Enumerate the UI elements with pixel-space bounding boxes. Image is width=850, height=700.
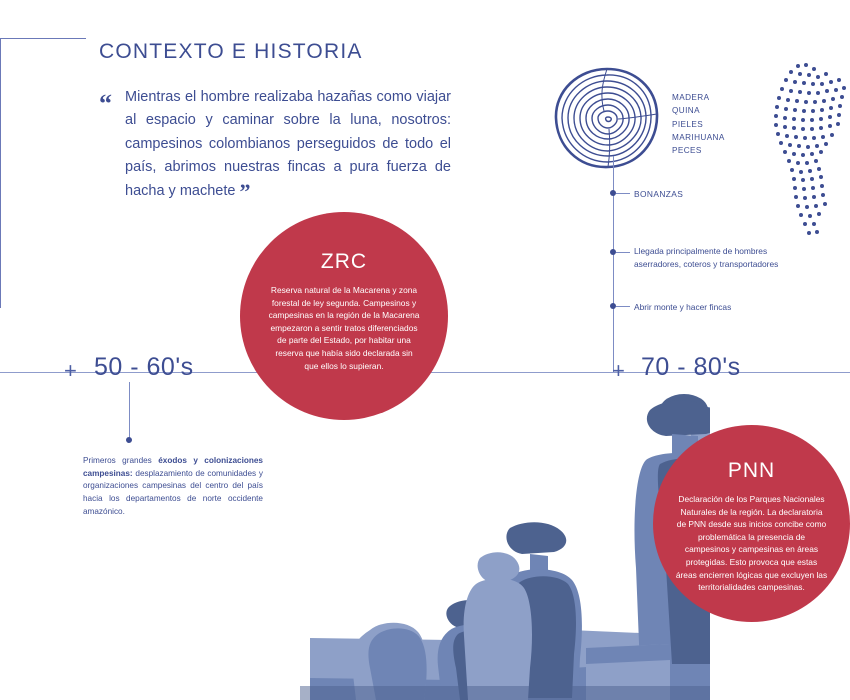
bullet-leader-line [616,193,630,194]
bullet-label-bonanzas: BONANZAS [634,189,684,199]
dotted-map-icon [758,60,850,246]
resource-item: PECES [672,146,702,156]
resource-item: MADERA [672,93,710,102]
campesinos-photo-illustration [150,368,710,700]
left-note-bold: éxodos y colonizaciones campesinas: [83,456,263,478]
timeline-plus-right: + [612,358,625,383]
decorative-bracket-horizontal [0,38,86,39]
resource-item: QUINA [672,106,700,116]
circle-zrc[interactable] [240,212,448,420]
left-note-dot [126,437,132,443]
bullet-leader-line [616,252,630,253]
bullet-leader-line [616,306,630,307]
circle-pnn-title: PNN [727,459,776,482]
timeline-plus-left: + [64,358,77,383]
quote-text: Mientras el hombre realizaba hazañas como viajar al espacio y caminar sobre la luna, nosotros: campesinos colombianos perseguidos de todo el país, abrimos nuestras fincas a pura fuerza de hacha y machete ” [125,89,451,204]
quote-block [99,86,451,203]
bullet-label-abrir-monte: Abrir monte y hacer fincas [634,302,732,312]
left-note-text [83,455,263,519]
resource-item: MARIHUANA [672,132,725,142]
left-note-rest: desplazamiento de comunidades y organizaciones campesinas del centro del país hacia los departamentos de norte occidente amazónico. [83,468,263,516]
page-title: CONTEXTO E HISTORIA [99,40,363,63]
era-label-70-80: 70 - 80's [641,353,741,381]
quote-open-icon: “ [99,89,112,118]
left-note-lead: Primeros grandes [83,456,159,465]
era-label-50-60: 50 - 60's [94,353,194,381]
resource-item: PIELES [672,119,704,129]
circle-zrc-body: Reserva natural de la Macarena y zona forestal de ley segunda. Campesinos y campesinas en la región de la Macarena empezaron a sentir tratos diferenciados de parte del Estado, por habitar una reserva que había sido declarada sin que ellos lo supieran. [268,285,420,371]
resource-list [672,91,725,157]
bonanzas-connector-line [613,156,614,372]
tree-rings-icon [552,66,662,171]
decorative-bracket-vertical [0,38,1,308]
circle-pnn-body: Declaración de los Parques Nacionales Naturales de la región. La declaratoria de PNN desde sus inicios concibe como problemática la presencia de campesinos y campesinas en áreas protegidas. Esto provoca que estas áreas encierren lógicas que excluyen las territorialidades campesinas. [675,494,828,593]
circle-pnn[interactable] [653,425,850,622]
bullet-label-llegada: Llegada principalmente de hombres aserradores, coteros y transportadores [634,246,779,269]
quote-body: Mientras el hombre realizaba hazañas como viajar al espacio y caminar sobre la luna, nosotros: campesinos colombianos perseguidos de todo el país, abrimos nuestras fincas a pura fuerza de hacha y machete [125,89,451,199]
left-note-connector-line [129,382,130,439]
circle-zrc-title: ZRC [320,250,368,273]
